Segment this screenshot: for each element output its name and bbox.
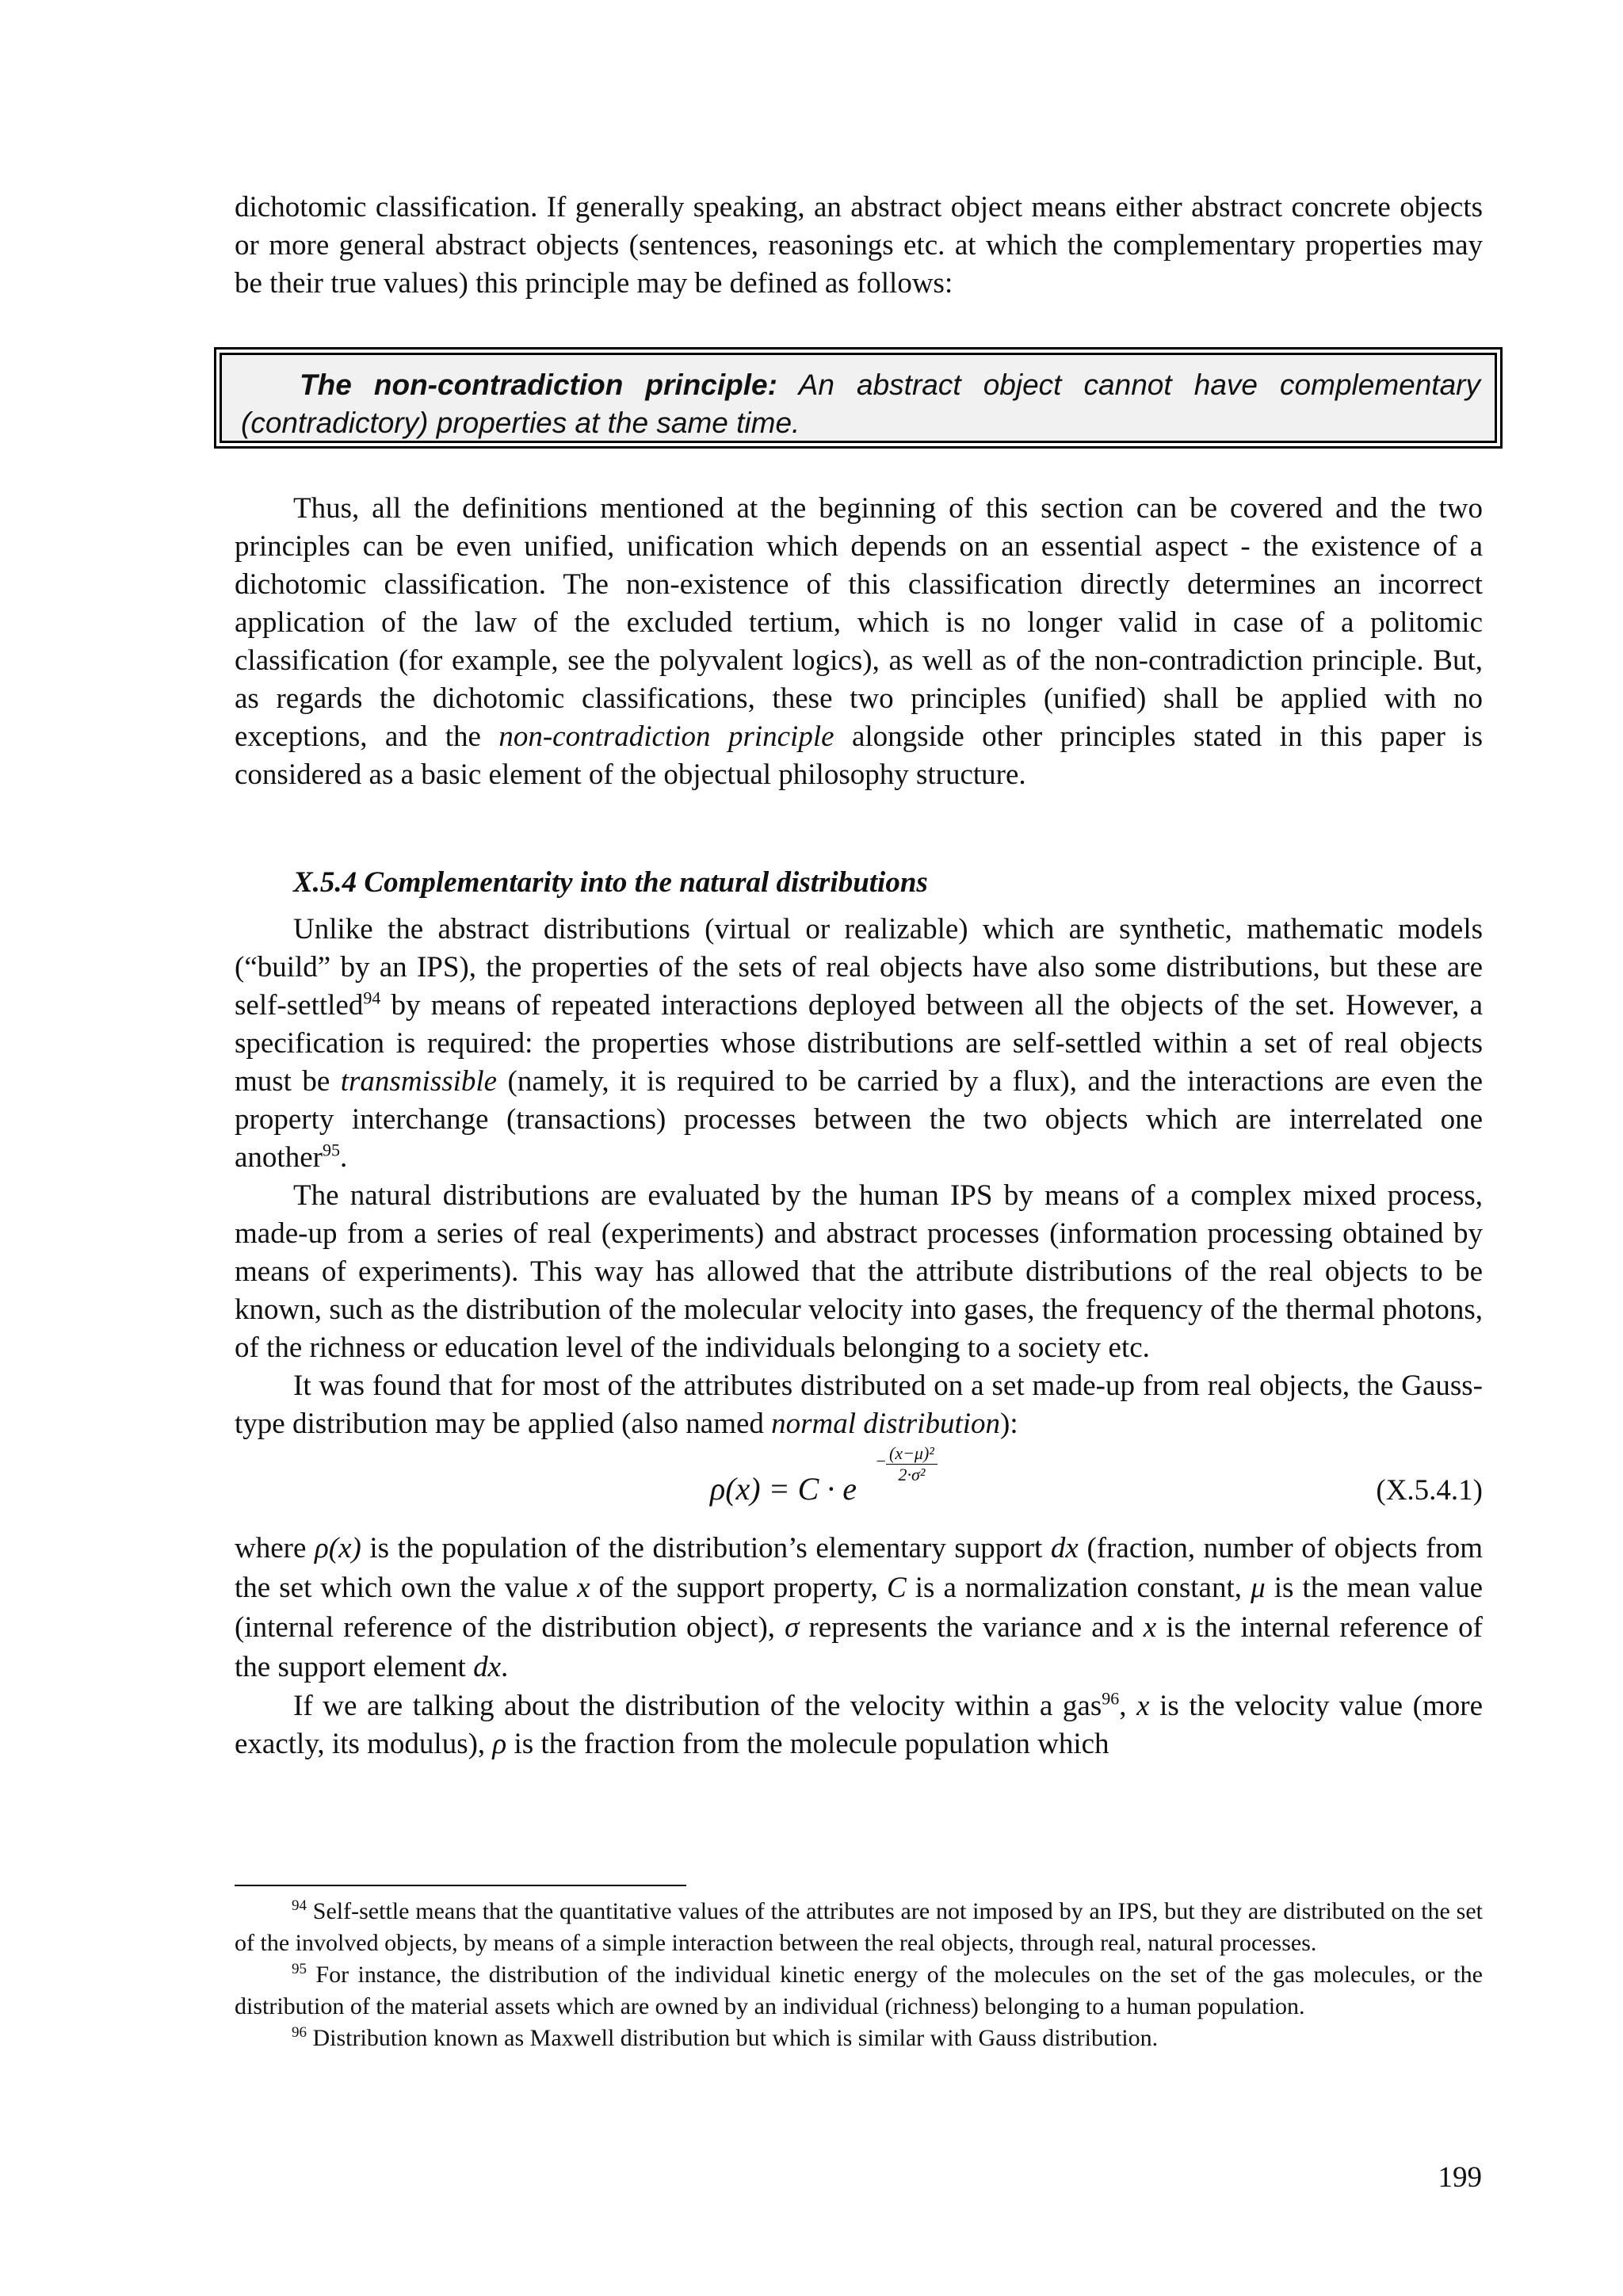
footnote-96-text: Distribution known as Maxwell distribution but which is similar with Gauss distribution. bbox=[307, 2025, 1159, 2051]
formula-exponent-numerator: (x−μ)² bbox=[886, 1443, 938, 1465]
where-t5: is a normalization constant, bbox=[906, 1572, 1251, 1604]
paragraph-unlike bbox=[235, 911, 1483, 1177]
footnote-95-number: 95 bbox=[292, 1961, 307, 1977]
footnote-96-number: 96 bbox=[292, 2024, 307, 2041]
page-number: 199 bbox=[1438, 2161, 1482, 2194]
paragraph-thus-part1: Thus, all the definitions mentioned at the beginning of this section can be covered and the two principles can be even unified, unification which depends on an essential aspect - the existence of a dichotomic classification. The non-existence of this classification directly determines an incorrect application of the law of the excluded tertium, which is no longer valid in case of a politomic classification (for example, see the polyvalent logics), as well as of the non-contradiction principle. But, as regards the dichotomic classifications, these two principles (unified) shall be applied with no exceptions, and the bbox=[235, 492, 1483, 753]
where-x1: x bbox=[577, 1572, 590, 1604]
principle-text bbox=[241, 366, 1480, 442]
formula-exponent-denominator: 2·σ² bbox=[898, 1465, 926, 1484]
where-t8: is the internal reference of the support element bbox=[235, 1611, 1483, 1683]
where-dx2: dx bbox=[473, 1651, 501, 1683]
where-mu: μ bbox=[1251, 1572, 1266, 1604]
where-t2: is the population of the distribution’s elementary support bbox=[361, 1532, 1051, 1564]
principle-box-inner bbox=[220, 353, 1497, 443]
principle-box bbox=[214, 347, 1503, 449]
footnote-94-text: Self-settle means that the quantitative values of the attributes are not imposed by an IPS, but they are distributed on the set of the involved objects, by means of a simple interaction between the real objects, through real, natural processes. bbox=[235, 1898, 1483, 1956]
principle-body: An abstract object cannot have complementary (contradictory) properties at the same time. bbox=[241, 369, 1480, 439]
equation-number: (X.5.4.1) bbox=[1376, 1474, 1483, 1507]
footnote-ref-94: 94 bbox=[363, 988, 381, 1008]
footnotes bbox=[235, 1896, 1483, 2054]
gas-part4: is the fraction from the molecule population which bbox=[506, 1728, 1109, 1760]
where-t4: of the support property, bbox=[590, 1572, 887, 1604]
where-c: C bbox=[886, 1572, 907, 1604]
footnote-95-text: For instance, the distribution of the individual kinetic energy of the molecules on the set of the gas molecules, or the distribution of the material assets which are owned by an individual (richness) belonging to a human population. bbox=[235, 1962, 1483, 2019]
paragraph-thus-part2: alongside other principles stated in this paper is considered as a basic element of the objectual philosophy structure. bbox=[235, 720, 1483, 791]
paragraph-unlike-part4: . bbox=[339, 1141, 348, 1174]
footnote-94 bbox=[235, 1896, 1483, 1959]
where-t1: where bbox=[235, 1532, 315, 1564]
paragraph-thus bbox=[235, 490, 1483, 794]
where-dx1: dx bbox=[1050, 1532, 1079, 1564]
main-content bbox=[235, 490, 1483, 1763]
paragraph-thus-italic: non-contradiction principle bbox=[498, 720, 834, 753]
formula-lhs: ρ(x) = C · e bbox=[710, 1471, 857, 1507]
intro-paragraph: dichotomic classification. If generally speaking, an abstract object means either abstract concrete objects or more general abstract objects (sentences, reasonings etc. at which the complementary properties may be their true values) this principle may be defined as follows: bbox=[235, 191, 1483, 300]
paragraph-found-part2: ): bbox=[1000, 1408, 1018, 1440]
footnote-separator bbox=[235, 1885, 686, 1886]
gas-part3: is the velocity value (more exactly, its modulus), bbox=[235, 1690, 1484, 1760]
footnote-ref-96: 96 bbox=[1102, 1688, 1120, 1709]
paragraph-found-italic: normal distribution bbox=[771, 1408, 1001, 1440]
formula-row bbox=[235, 1443, 1483, 1529]
gas-part2: , bbox=[1119, 1690, 1137, 1722]
gas-x: x bbox=[1136, 1690, 1150, 1722]
where-t3: (fraction, number of objects from the set which own the value bbox=[235, 1532, 1483, 1604]
paragraph-gas bbox=[235, 1687, 1483, 1763]
where-t6: is the mean value (internal reference of the distribution object), bbox=[235, 1572, 1483, 1644]
where-t9: . bbox=[501, 1651, 509, 1683]
gas-part1: If we are talking about the distribution of the velocity within a gas bbox=[293, 1690, 1102, 1722]
paragraph-where bbox=[235, 1529, 1483, 1687]
where-t7: represents the variance and bbox=[799, 1611, 1144, 1644]
paragraph-unlike-italic: transmissible bbox=[340, 1065, 498, 1098]
footnote-95 bbox=[235, 1959, 1483, 2023]
paragraph-found-part1: It was found that for most of the attributes distributed on a set made-up from real objects, the Gauss-type distribution may be applied (also named bbox=[235, 1370, 1483, 1440]
paragraph-natural: The natural distributions are evaluated by the human IPS by means of a complex mixed process, made-up from a series of real (experiments) and abstract processes (information processing obtained by means of experiments). This way has allowed that the attribute distributions of the real objects to be known, such as the distribution of the molecular velocity into gases, the frequency of the thermal photons, of the richness or education level of the individuals belonging to a society etc. bbox=[235, 1179, 1483, 1364]
paragraph-found bbox=[235, 1367, 1483, 1443]
formula-exponent bbox=[875, 1443, 938, 1485]
where-sigma: σ bbox=[785, 1611, 800, 1644]
formula-exponent-sign: − bbox=[875, 1451, 887, 1471]
gauss-formula bbox=[710, 1443, 934, 1507]
paragraph-unlike-part3: (namely, it is required to be carried by a flux), and the interactions are even the property interchange (transactions) processes between the two objects which are interrelated one another bbox=[235, 1065, 1483, 1174]
page-body bbox=[235, 189, 1483, 303]
gas-rho: ρ bbox=[492, 1728, 507, 1760]
where-rho-x: ρ(x) bbox=[314, 1532, 361, 1564]
footnote-94-number: 94 bbox=[292, 1897, 307, 1914]
section-heading: X.5.4 Complementarity into the natural distributions bbox=[293, 866, 928, 899]
paragraph-unlike-part2: by means of repeated interactions deployed between all the objects of the set. However, a specification is required: the properties whose distributions are self-settled within a set of real objects must be bbox=[235, 989, 1483, 1098]
where-x2: x bbox=[1143, 1611, 1157, 1644]
paragraph-unlike-part1: Unlike the abstract distributions (virtual or realizable) which are synthetic, mathematic models (“build” by an IPS), the properties of the sets of real objects have also some distributions, but these are self-settled bbox=[235, 913, 1483, 1022]
footnote-ref-95: 95 bbox=[322, 1140, 340, 1160]
footnote-96 bbox=[235, 2023, 1483, 2054]
principle-title: The non-contradiction principle: bbox=[300, 369, 777, 401]
